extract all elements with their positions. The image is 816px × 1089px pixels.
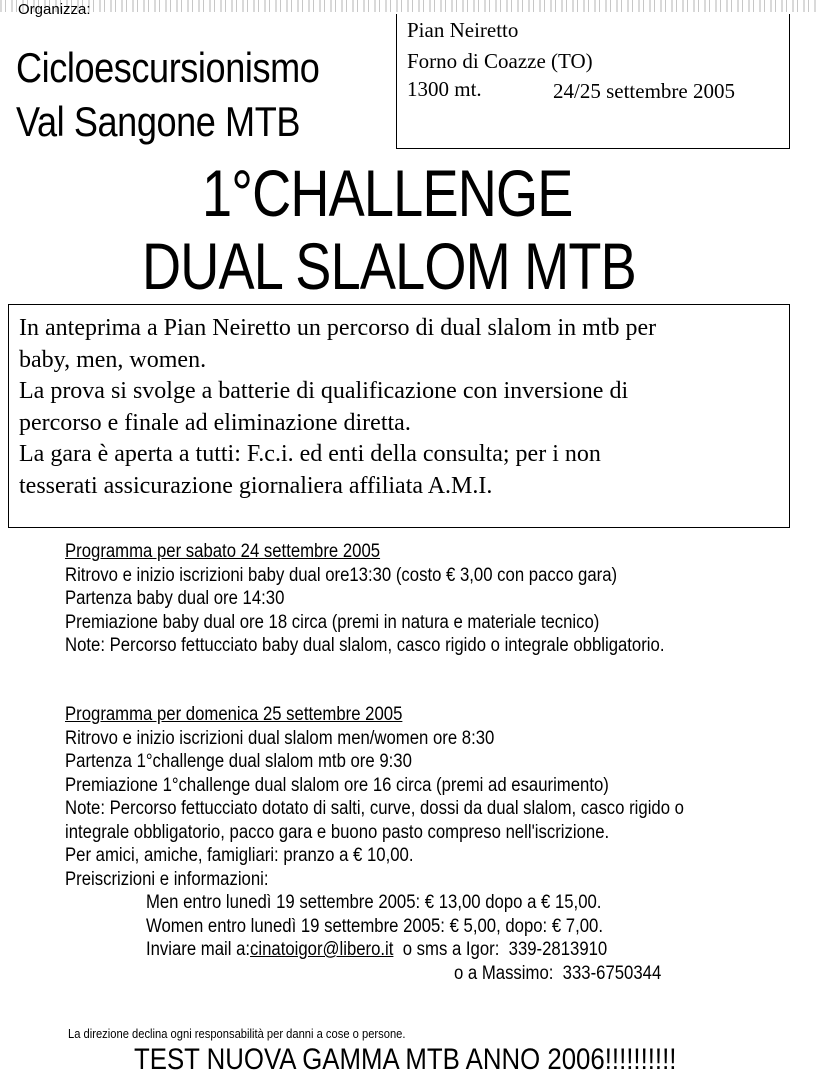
sunday-program bbox=[65, 703, 684, 985]
organizer-label: Organizza: bbox=[18, 1, 91, 18]
sunday-heading: Programma per domenica 25 settembre 2005 bbox=[65, 704, 403, 725]
location-altitude: 1300 mt. bbox=[407, 77, 482, 101]
program-line: Partenza baby dual ore 14:30 bbox=[65, 588, 285, 609]
saturday-heading: Programma per sabato 24 settembre 2005 bbox=[65, 541, 381, 562]
intro-line: percorso e finale ad eliminazione diretta. bbox=[19, 409, 411, 436]
mail-prefix: Inviare mail a: bbox=[145, 939, 251, 960]
program-line: Per amici, amiche, famigliari: pranzo a € 10,00. bbox=[65, 845, 414, 866]
intro-box bbox=[8, 304, 790, 528]
program-line: integrale obbligatorio, pacco gara e buono pasto compreso nell'iscrizione. bbox=[65, 821, 610, 843]
organizer-club: Val Sangone MTB bbox=[16, 98, 301, 145]
location-box bbox=[396, 14, 790, 149]
scan-noise bbox=[0, 0, 816, 12]
intro-line: La gara è aperta a tutti: F.c.i. ed enti della consulta; per i non bbox=[19, 441, 601, 467]
intro-line: In anteprima a Pian Neiretto un percorso di dual slalom in mtb per bbox=[19, 315, 657, 341]
intro-line: La prova si svolge a batterie di qualificazione con inversione di bbox=[19, 378, 629, 404]
program-line: Preiscrizioni e informazioni: bbox=[65, 868, 269, 890]
program-line: Note: Percorso fettucciato baby dual slalom, casco rigido o integrale obbligatorio. bbox=[65, 635, 665, 656]
fee-men: Men entro lunedì 19 settembre 2005: € 13,00 dopo a € 15,00. bbox=[145, 892, 602, 913]
location-town: Forno di Coazze (TO) bbox=[407, 49, 593, 73]
contact-mail-line bbox=[65, 938, 684, 962]
program-line: Premiazione baby dual ore 18 circa (premi in natura e materiale tecnico) bbox=[65, 611, 600, 633]
intro-line: baby, men, women. bbox=[19, 346, 207, 373]
program-line: Note: Percorso fettucciato dotato di salti, curve, dossi da dual slalom, casco rigido o bbox=[65, 798, 684, 819]
contact-massimo-line bbox=[65, 962, 684, 986]
intro-line: tesserati assicurazione giornaliera affiliata A.M.I. bbox=[19, 472, 493, 499]
organizer-name: Cicloescursionismo bbox=[16, 44, 320, 91]
title-challenge: 1°CHALLENGE bbox=[202, 156, 573, 230]
program-line: Ritrovo e inizio iscrizioni baby dual ore13:30 (costo € 3,00 con pacco gara) bbox=[65, 564, 618, 586]
event-dates: 24/25 settembre 2005 bbox=[553, 79, 735, 103]
disclaimer: La direzione declina ogni responsabilità per danni a cose o persone. bbox=[68, 1026, 406, 1041]
massimo-phone: 333-6750344 bbox=[562, 962, 662, 984]
title-dual-slalom: DUAL SLALOM MTB bbox=[142, 229, 636, 303]
program-line: Partenza 1°challenge dual slalom mtb ore 9:30 bbox=[65, 751, 412, 772]
igor-phone: 339-2813910 bbox=[508, 939, 608, 960]
location-place: Pian Neiretto bbox=[407, 18, 519, 42]
intro-text bbox=[19, 313, 656, 502]
email-link[interactable]: cinatoigor@libero.it bbox=[250, 939, 394, 960]
program-line: Ritrovo e inizio iscrizioni dual slalom men/women ore 8:30 bbox=[65, 727, 495, 749]
footer-banner: TEST NUOVA GAMMA MTB ANNO 2006!!!!!!!!!! bbox=[134, 1043, 677, 1076]
sms-prefix: o sms a Igor: bbox=[402, 939, 500, 960]
saturday-program bbox=[65, 540, 664, 658]
fee-women: Women entro lunedì 19 settembre 2005: € 5,00, dopo: € 7,00. bbox=[145, 915, 603, 937]
massimo-prefix: o a Massimo: bbox=[453, 962, 554, 984]
program-line: Premiazione 1°challenge dual slalom ore 16 circa (premi ad esaurimento) bbox=[65, 774, 609, 796]
